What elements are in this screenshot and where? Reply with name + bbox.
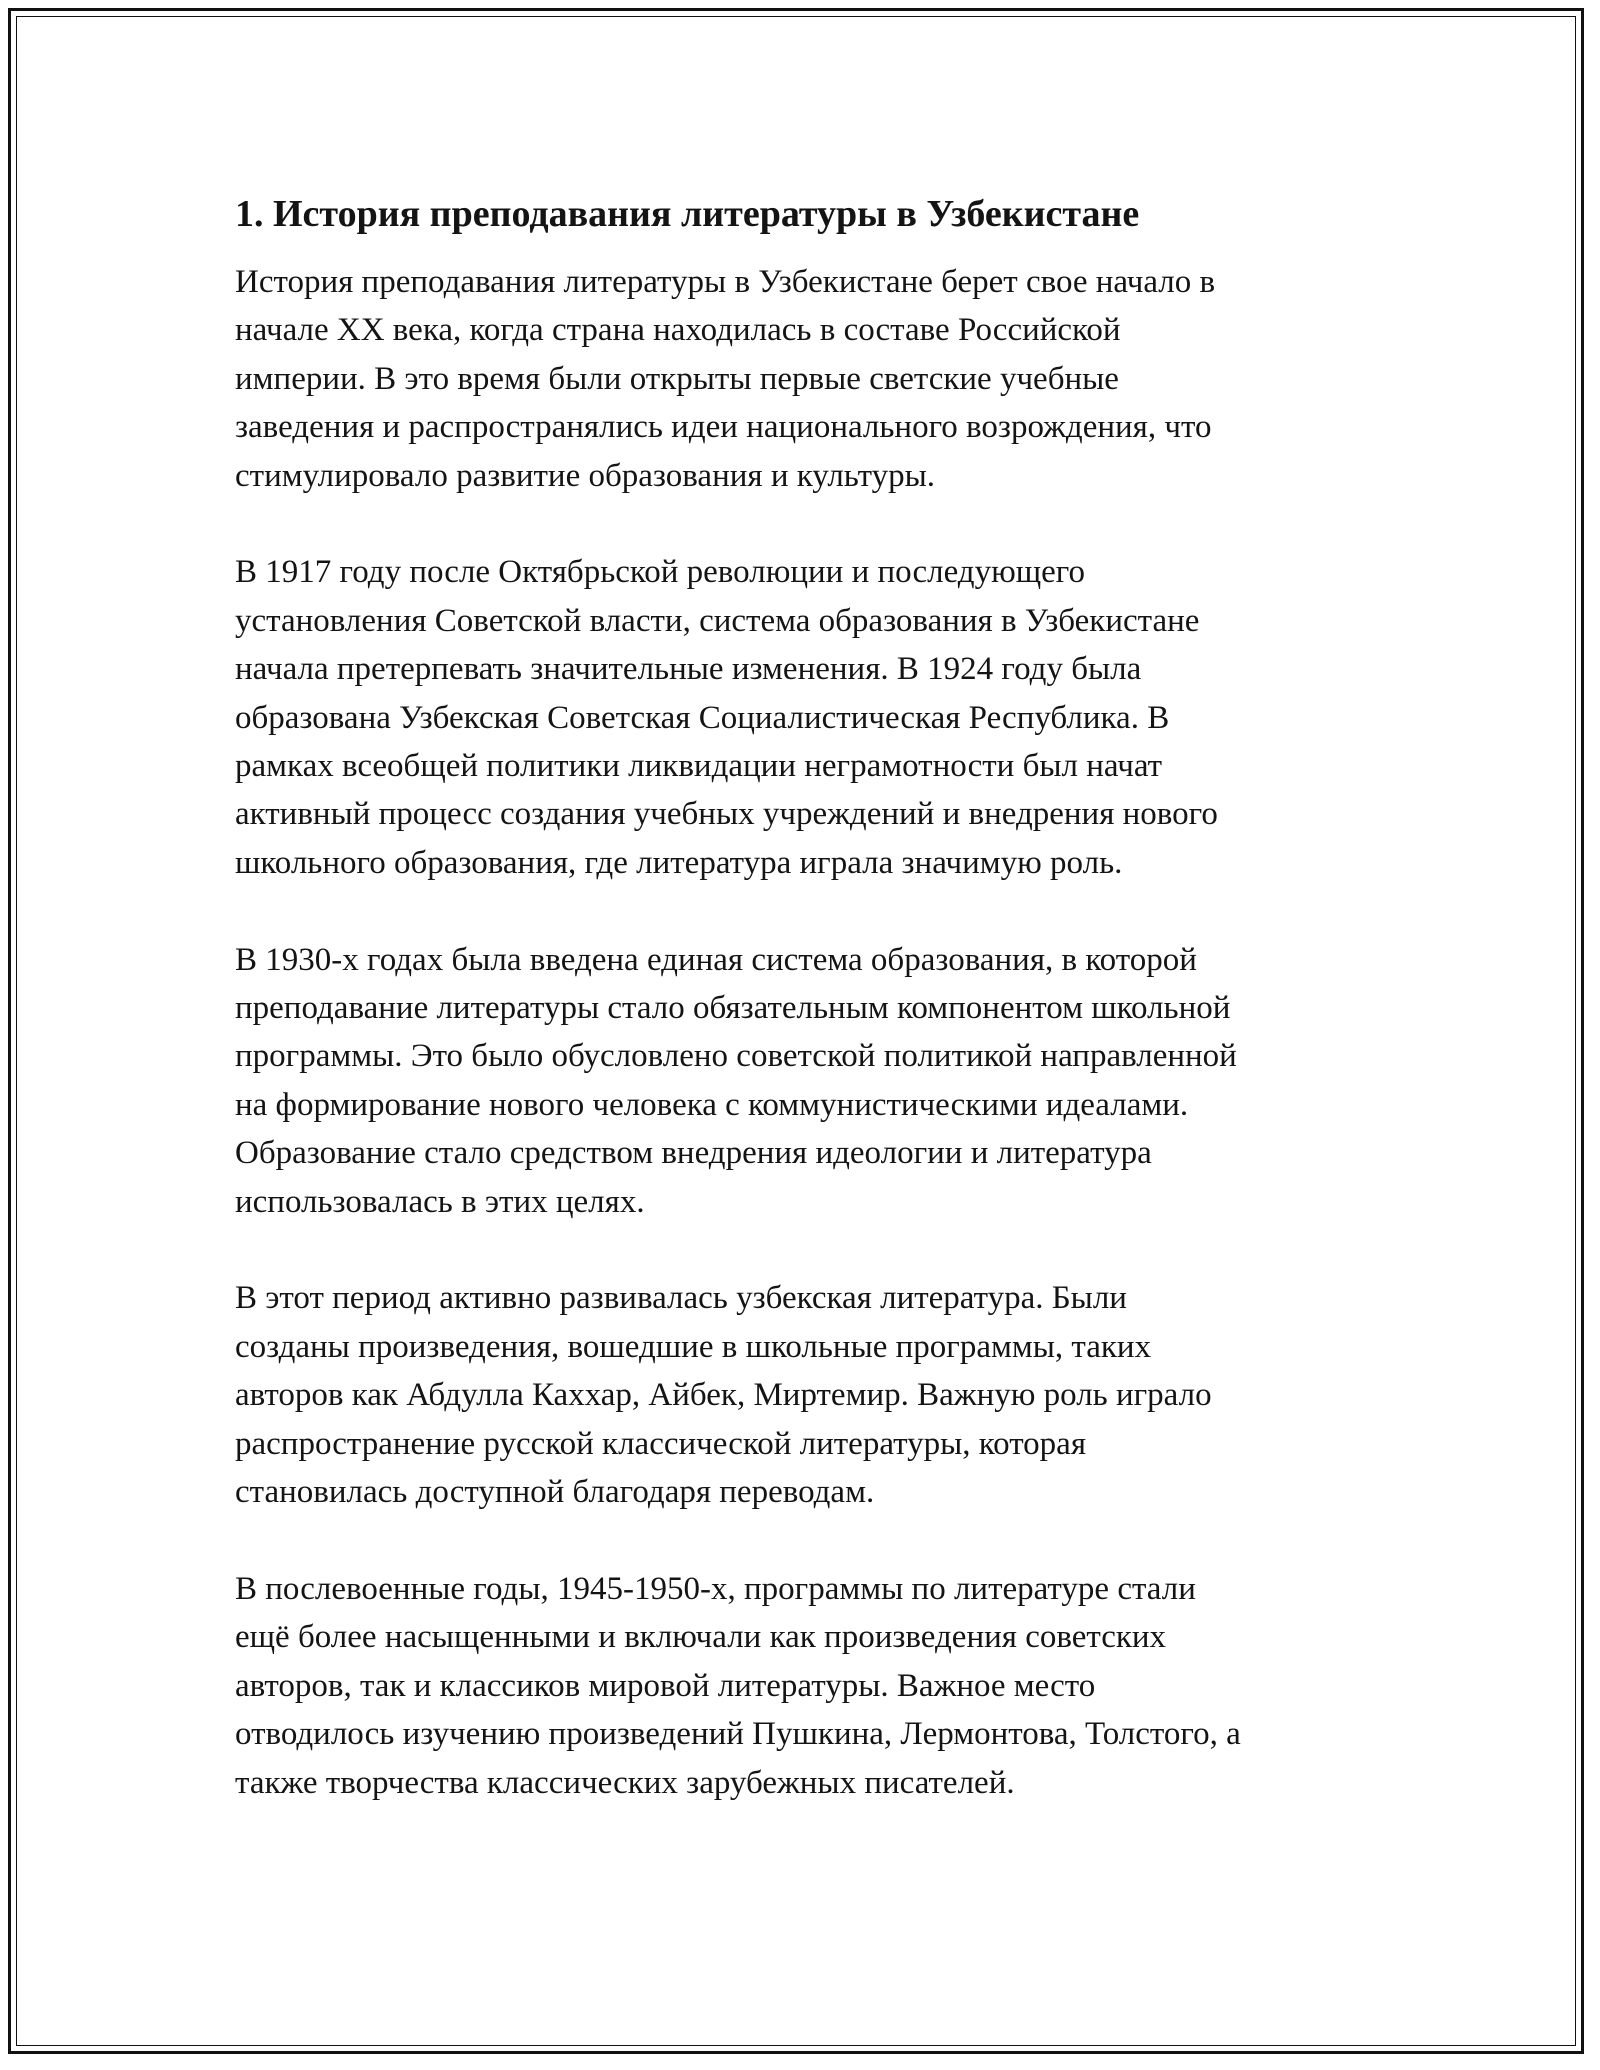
paragraph xyxy=(235,258,1365,500)
paragraph-line: империи. В это время были открыты первые светские учебные xyxy=(235,360,1119,397)
paragraph-line: В 1917 году после Октябрьской революции и последующего xyxy=(235,554,1086,591)
paragraph xyxy=(235,548,1365,887)
paragraph-line: ещё более насыщенными и включали как произведения советских xyxy=(235,1619,1167,1656)
paragraph-line: программы. Это было обусловлено советской политикой направленной xyxy=(235,1038,1237,1075)
paragraph-line: отводилось изучению произведений Пушкина, Лермонтова, Толстого, а xyxy=(235,1716,1241,1753)
paragraph-line: История преподавания литературы в Узбекистане берет свое начало в xyxy=(235,264,1216,300)
paragraph-line: авторов, так и классиков мировой литературы. Важное место xyxy=(235,1667,1096,1704)
paragraph-list xyxy=(235,258,1365,1807)
paragraph-line: образована Узбекская Советская Социалистическая Республика. В xyxy=(235,699,1170,736)
paragraph xyxy=(235,1565,1365,1807)
paragraph-line: начала претерпевать значительные изменения. В 1924 году была xyxy=(235,651,1142,688)
paragraph-line: В 1930-х годах была введена единая система образования, в которой xyxy=(235,941,1197,978)
paragraph-line: также творчества классических зарубежных писателей. xyxy=(235,1764,1015,1801)
paragraph-line: рамках всеобщей политики ликвидации неграмотности был начат xyxy=(235,748,1163,785)
paragraph-line: авторов как Абдулла Каххар, Айбек, Миртемир. Важную роль играло xyxy=(235,1377,1212,1414)
paragraph-line: В послевоенные годы, 1945-1950-х, программы по литературе стали xyxy=(235,1570,1196,1607)
paragraph-line: созданы произведения, вошедшие в школьные программы, таких xyxy=(235,1328,1152,1365)
paragraph-line: заведения и распространялись идеи национального возрождения, что xyxy=(235,409,1212,446)
paragraph-line: становилась доступной благодаря переводам. xyxy=(235,1474,875,1511)
paragraph-line: школьного образования, где литература играла значимую роль. xyxy=(235,844,1123,881)
section-heading: 1. История преподавания литературы в Узбекистане xyxy=(235,193,1140,235)
paragraph xyxy=(235,1274,1365,1516)
document-body xyxy=(235,180,1365,1855)
paragraph-line: начале XX века, когда страна находилась в составе Российской xyxy=(235,312,1121,349)
paragraph-line: активный процесс создания учебных учреждений и внедрения нового xyxy=(235,796,1218,833)
paragraph-line: на формирование нового человека с коммунистическими идеалами. xyxy=(235,1086,1189,1123)
paragraph-line: Образование стало средством внедрения идеологии и литература xyxy=(235,1135,1152,1172)
paragraph xyxy=(235,936,1365,1226)
paragraph-line: стимулировало развитие образования и культуры. xyxy=(235,457,936,494)
paragraph-line: использовалась в этих целях. xyxy=(235,1183,645,1220)
paragraph-line: установления Советской власти, система образования в Узбекистане xyxy=(235,602,1200,639)
paragraph-line: преподавание литературы стало обязательным компонентом школьной xyxy=(235,990,1231,1027)
paragraph-line: распространение русской классической литературы, которая xyxy=(235,1425,1087,1462)
paragraph-line: В этот период активно развивалась узбекская литература. Были xyxy=(235,1280,1127,1317)
